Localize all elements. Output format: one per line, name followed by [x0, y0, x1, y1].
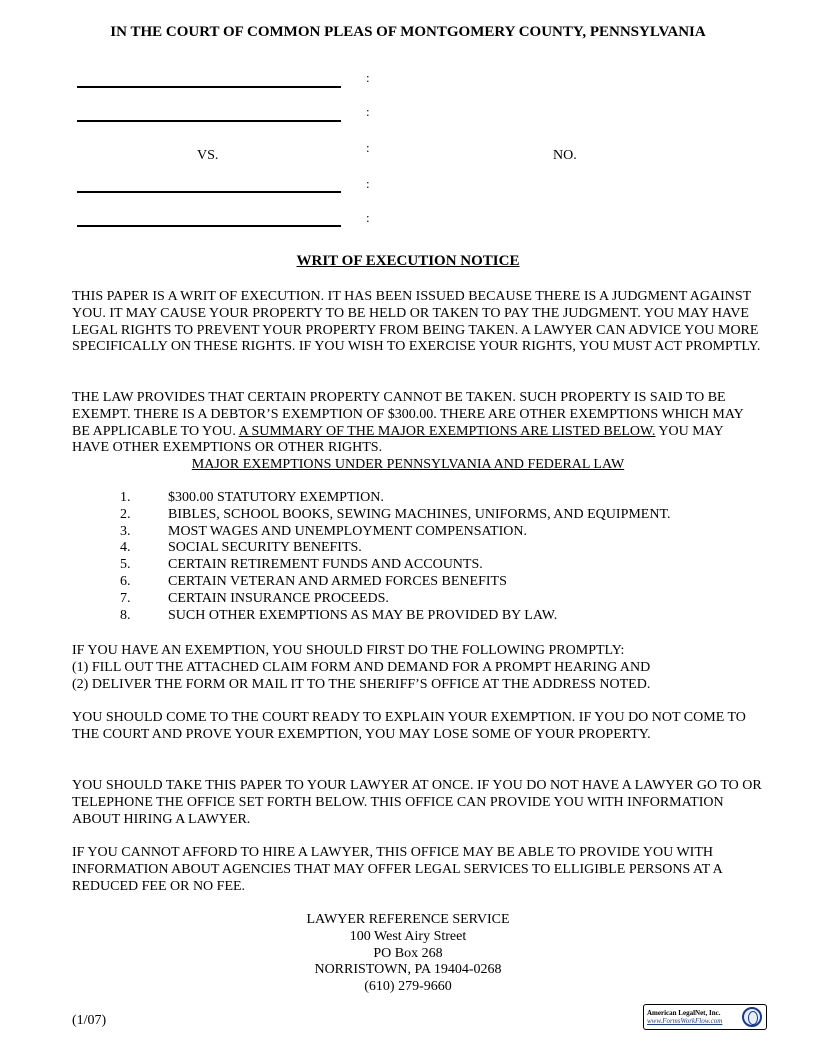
list-item [120, 540, 740, 557]
lawyer-reference-address [0, 912, 816, 996]
list-item [120, 507, 740, 524]
plaintiff-line-2[interactable] [77, 120, 341, 122]
address-pobox: PO Box 268 [373, 945, 443, 961]
defendant-line-2[interactable] [77, 225, 341, 227]
address-city: NORRISTOWN, PA 19404-0268 [314, 962, 502, 978]
address-phone: (610) 279-9660 [364, 979, 452, 995]
list-item [120, 608, 740, 625]
list-item-text: BIBLES, SCHOOL BOOKS, SEWING MACHINES, UNIFORMS, AND EQUIPMENT. [168, 506, 671, 522]
list-item-number: 7. [120, 590, 131, 606]
list-item-text: CERTAIN VETERAN AND ARMED FORCES BENEFITS [168, 573, 507, 589]
address-name: LAWYER REFERENCE SERVICE [306, 912, 510, 927]
paragraph-writ-notice: THIS PAPER IS A WRIT OF EXECUTION. IT HAS BEEN ISSUED BECAUSE THERE IS A JUDGMENT AGAINST YOU. IT MAY CAUSE YOUR PROPERTY TO BE HELD OR TAKEN TO PAY THE JUDGMENT. YOU MAY HAVE LEGAL RIGHTS TO PREVENT YOUR PROPERTY FROM BEING TAKEN. A LAWYER CAN ADVICE YOU MORE SPECIFICALLY ON THESE RIGHTS. IF YOU WISH TO EXERCISE YOUR RIGHTS, YOU MUST ACT PROMPTLY. [72, 289, 761, 355]
list-item-text: SOCIAL SECURITY BENEFITS. [168, 540, 362, 556]
list-item-number: 6. [120, 573, 131, 589]
paragraph-lawyer: YOU SHOULD TAKE THIS PAPER TO YOUR LAWYER AT ONCE. IF YOU DO NOT HAVE A LAWYER GO TO OR TELEPHONE THE OFFICE SET FORTH BELOW. THIS OFFICE CAN PROVIDE YOU WITH INFORMATION ABOUT HIRING A LAWYER. [72, 778, 762, 827]
exemptions-summary-underlined: A SUMMARY OF THE MAJOR EXEMPTIONS ARE LISTED BELOW. [238, 423, 656, 439]
court-heading: IN THE COURT OF COMMON PLEAS OF MONTGOMERY COUNTY, PENNSYLVANIA [110, 24, 706, 40]
american-legalnet-logo[interactable] [643, 1004, 767, 1030]
list-item-number: 8. [120, 607, 131, 623]
list-item-text: MOST WAGES AND UNEMPLOYMENT COMPENSATION. [168, 523, 527, 539]
list-item-number: 5. [120, 557, 131, 573]
exemptions-list [120, 490, 740, 624]
form-revision-code: (1/07) [72, 1013, 107, 1028]
list-item-number: 1. [120, 490, 131, 505]
caption-colon: : [366, 176, 370, 191]
plaintiff-line-1[interactable] [77, 86, 341, 88]
list-item-number: 2. [120, 506, 131, 522]
address-street: 100 West Airy Street [349, 928, 467, 944]
list-item [120, 591, 740, 608]
list-item-number: 3. [120, 523, 131, 539]
exemptions-subheading [0, 457, 816, 473]
logo-text [647, 1009, 739, 1025]
exemptions-subheading-text: MAJOR EXEMPTIONS UNDER PENNSYLVANIA AND FEDERAL LAW [191, 457, 625, 472]
case-number-label: NO. [553, 148, 577, 163]
defendant-line-1[interactable] [77, 191, 341, 193]
list-item-number: 4. [120, 540, 131, 556]
logo-url[interactable]: www.FormsWorkFlow.com [647, 1017, 723, 1025]
globe-icon [742, 1007, 762, 1027]
list-item [120, 524, 740, 541]
list-item [120, 557, 740, 574]
caption-colon: : [366, 70, 370, 85]
caption-colon: : [366, 140, 370, 155]
list-item [120, 574, 740, 591]
caption-colon: : [366, 104, 370, 119]
exemptions-intro-tail: YOU MAY HAVE OTHER EXEMPTIONS OR OTHER RIGHTS. [72, 423, 724, 456]
exemptions-intro-text: THE LAW PROVIDES THAT CERTAIN PROPERTY CANNOT BE TAKEN. SUCH PROPERTY IS SAID TO BE EXEMPT. THERE IS A DEBTOR’S EXEMPTION OF $300.00. THERE ARE OTHER EXEMPTIONS WHICH MAY BE APPLICABLE TO YOU. [72, 390, 744, 439]
paragraph-legal-aid: IF YOU CANNOT AFFORD TO HIRE A LAWYER, THIS OFFICE MAY BE ABLE TO PROVIDE YOU WITH INFORMATION ABOUT AGENCIES THAT MAY OFFER LEGAL SERVICES TO ELLIGIBLE PERSONS AT A REDUCED FEE OR NO FEE. [72, 845, 722, 894]
caption-colon: : [366, 210, 370, 225]
paragraph-exemptions-intro [72, 390, 762, 457]
logo-company: American LegalNet, Inc. [647, 1009, 721, 1017]
list-item-text: CERTAIN INSURANCE PROCEEDS. [168, 590, 389, 606]
versus-label: VS. [197, 148, 219, 163]
list-item-text: $300.00 STATUTORY EXEMPTION. [168, 490, 384, 505]
list-item-text: CERTAIN RETIREMENT FUNDS AND ACCOUNTS. [168, 557, 483, 573]
list-item-text: SUCH OTHER EXEMPTIONS AS MAY BE PROVIDED BY LAW. [168, 607, 558, 623]
paragraph-exemption-steps: IF YOU HAVE AN EXEMPTION, YOU SHOULD FIRST DO THE FOLLOWING PROMPTLY: (1) FILL OUT THE ATTACHED CLAIM FORM AND DEMAND FOR A PROMPT HEARING AND (2) DELIVER THE FORM OR MAIL IT TO THE SHERIFF’S OFFICE AT THE ADDRESS NOTED. [72, 643, 651, 692]
document-title-text: WRIT OF EXECUTION NOTICE [296, 253, 520, 269]
list-item [120, 490, 740, 507]
paragraph-court-appearance: YOU SHOULD COME TO THE COURT READY TO EXPLAIN YOUR EXEMPTION. IF YOU DO NOT COME TO THE COURT AND PROVE YOUR EXEMPTION, YOU MAY LOSE SOME OF YOUR PROPERTY. [72, 710, 746, 742]
document-title [0, 253, 816, 270]
